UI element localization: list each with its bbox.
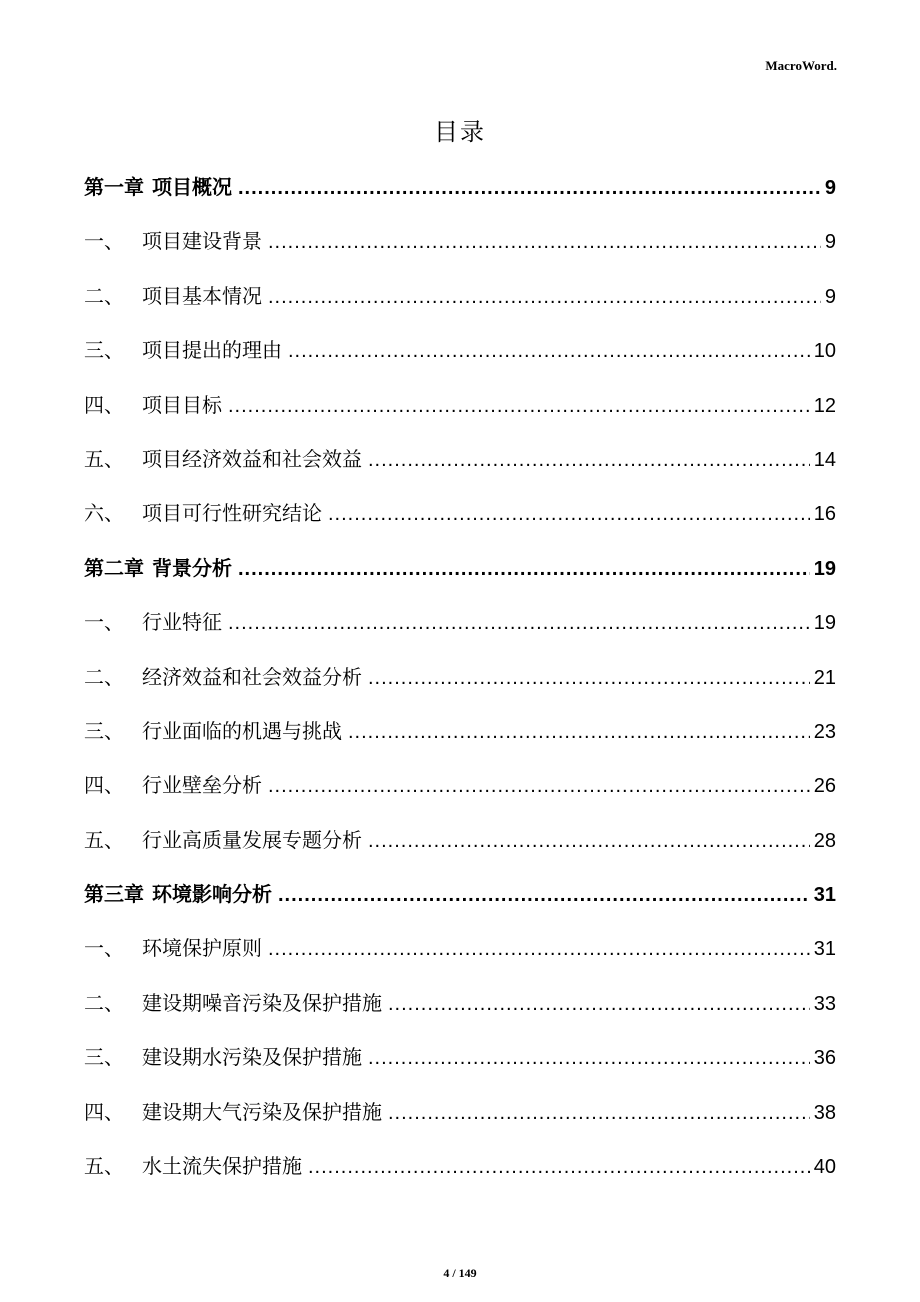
toc-entry-number: 五、 <box>84 446 124 471</box>
toc-entry-page-number: 33 <box>813 992 836 1015</box>
toc-entry-title: 项目经济效益和社会效益 <box>142 446 362 471</box>
toc-entry-number: 二、 <box>84 283 124 308</box>
toc-entry-title: 项目基本情况 <box>142 283 262 308</box>
toc-section-entry[interactable] <box>84 758 836 812</box>
toc-entry-title: 项目概况 <box>152 175 232 199</box>
toc-entry-number: 一、 <box>84 229 124 254</box>
toc-dot-leader <box>328 487 810 541</box>
toc-entry-page-number: 23 <box>813 720 836 743</box>
toc-entry-number: 五、 <box>84 827 124 852</box>
toc-section-entry[interactable] <box>84 432 836 486</box>
toc-section-entry[interactable] <box>84 486 836 540</box>
toc-entry-page-number: 19 <box>813 612 836 635</box>
toc-dot-leader <box>368 433 810 487</box>
toc-entry-page-number: 38 <box>813 1101 836 1124</box>
toc-entry-title: 行业壁垒分析 <box>142 773 262 798</box>
toc-entry-title: 项目目标 <box>142 392 222 417</box>
toc-entry-number: 一、 <box>84 610 124 635</box>
toc-dot-leader <box>288 324 810 378</box>
toc-entry-title: 环境影响分析 <box>152 882 272 907</box>
toc-entry-page-number: 40 <box>813 1156 836 1179</box>
toc-section-entry[interactable] <box>84 650 836 704</box>
toc-dot-leader <box>228 379 810 433</box>
toc-entry-number: 一、 <box>84 936 124 961</box>
toc-entry-page-number: 31 <box>813 884 836 907</box>
toc-entry-page-number: 12 <box>813 394 836 417</box>
toc-dot-leader <box>268 270 821 324</box>
toc-entry-title: 水土流失保护措施 <box>142 1154 302 1179</box>
toc-entry-number: 三、 <box>84 718 124 743</box>
toc-entry-title: 行业高质量发展专题分析 <box>142 827 362 852</box>
toc-entry-page-number: 19 <box>813 557 836 580</box>
toc-entry-page-number: 9 <box>824 231 836 254</box>
toc-entry-title: 项目可行性研究结论 <box>142 501 322 526</box>
toc-dot-leader <box>368 1031 810 1085</box>
toc-entry-title: 环境保护原则 <box>142 936 262 961</box>
toc-dot-leader <box>368 651 810 705</box>
toc-entry-number: 四、 <box>84 1099 124 1124</box>
toc-entry-title: 背景分析 <box>152 555 232 580</box>
toc-section-entry[interactable] <box>84 595 836 649</box>
toc-entry-title: 行业面临的机遇与挑战 <box>142 718 342 743</box>
toc-dot-leader <box>308 1140 810 1194</box>
toc-entry-page-number: 9 <box>824 177 836 199</box>
toc-entry-title: 行业特征 <box>142 610 222 635</box>
toc-entry-number: 三、 <box>84 1045 124 1070</box>
toc-section-entry[interactable] <box>84 378 836 432</box>
page-footer: 4 / 149 <box>443 1266 477 1280</box>
toc-entry-page-number: 9 <box>824 285 836 308</box>
toc-entry-page-number: 21 <box>813 666 836 689</box>
toc-entry-title: 建设期噪音污染及保护措施 <box>142 990 382 1015</box>
toc-entry-number: 四、 <box>84 773 124 798</box>
toc-entry-number: 第一章 <box>84 175 144 199</box>
toc-dot-leader <box>238 161 821 215</box>
toc-entry-number: 五、 <box>84 1154 124 1179</box>
header-brand: MacroWord. <box>765 58 837 73</box>
toc-entry-number: 第三章 <box>84 882 144 907</box>
toc-entry-number: 三、 <box>84 338 124 363</box>
toc-entry-page-number: 16 <box>813 503 836 526</box>
toc-entry-number: 第二章 <box>84 555 144 580</box>
toc-chapter-entry[interactable] <box>84 541 836 595</box>
toc-entry-number: 二、 <box>84 664 124 689</box>
toc-dot-leader <box>348 705 810 759</box>
toc-section-entry[interactable] <box>84 1085 836 1139</box>
toc-section-entry[interactable] <box>84 921 836 975</box>
toc-section-entry[interactable] <box>84 214 836 268</box>
toc-entry-page-number: 10 <box>813 340 836 363</box>
toc-title: 目录 <box>434 118 486 146</box>
toc-section-entry[interactable] <box>84 813 836 867</box>
toc-dot-leader <box>268 759 810 813</box>
toc-dot-leader <box>228 596 810 650</box>
toc-dot-leader <box>238 542 810 596</box>
toc-entry-title: 项目建设背景 <box>142 229 262 254</box>
toc-entry-page-number: 36 <box>813 1047 836 1070</box>
toc-entry-title: 建设期大气污染及保护措施 <box>142 1099 382 1124</box>
toc-section-entry[interactable] <box>84 269 836 323</box>
toc-dot-leader <box>278 868 810 922</box>
toc-entry-number: 四、 <box>84 392 124 417</box>
toc-section-entry[interactable] <box>84 976 836 1030</box>
toc-dot-leader <box>268 922 810 976</box>
toc-entry-page-number: 26 <box>813 775 836 798</box>
toc-section-entry[interactable] <box>84 323 836 377</box>
toc-entry-page-number: 31 <box>813 938 836 961</box>
toc-dot-leader <box>388 1086 810 1140</box>
toc-entry-page-number: 14 <box>813 448 836 471</box>
toc-entry-page-number: 28 <box>813 829 836 852</box>
toc-dot-leader <box>368 814 810 868</box>
toc-entry-title: 项目提出的理由 <box>142 338 282 363</box>
toc-chapter-entry[interactable] <box>84 867 836 921</box>
toc-chapter-entry[interactable] <box>84 160 836 214</box>
toc-section-entry[interactable] <box>84 1030 836 1084</box>
table-of-contents <box>84 160 836 1193</box>
toc-dot-leader <box>268 215 821 269</box>
toc-section-entry[interactable] <box>84 704 836 758</box>
toc-entry-title: 建设期水污染及保护措施 <box>142 1045 362 1070</box>
toc-entry-number: 六、 <box>84 501 124 526</box>
toc-entry-number: 二、 <box>84 990 124 1015</box>
toc-section-entry[interactable] <box>84 1139 836 1193</box>
toc-entry-title: 经济效益和社会效益分析 <box>142 664 362 689</box>
toc-dot-leader <box>388 977 810 1031</box>
